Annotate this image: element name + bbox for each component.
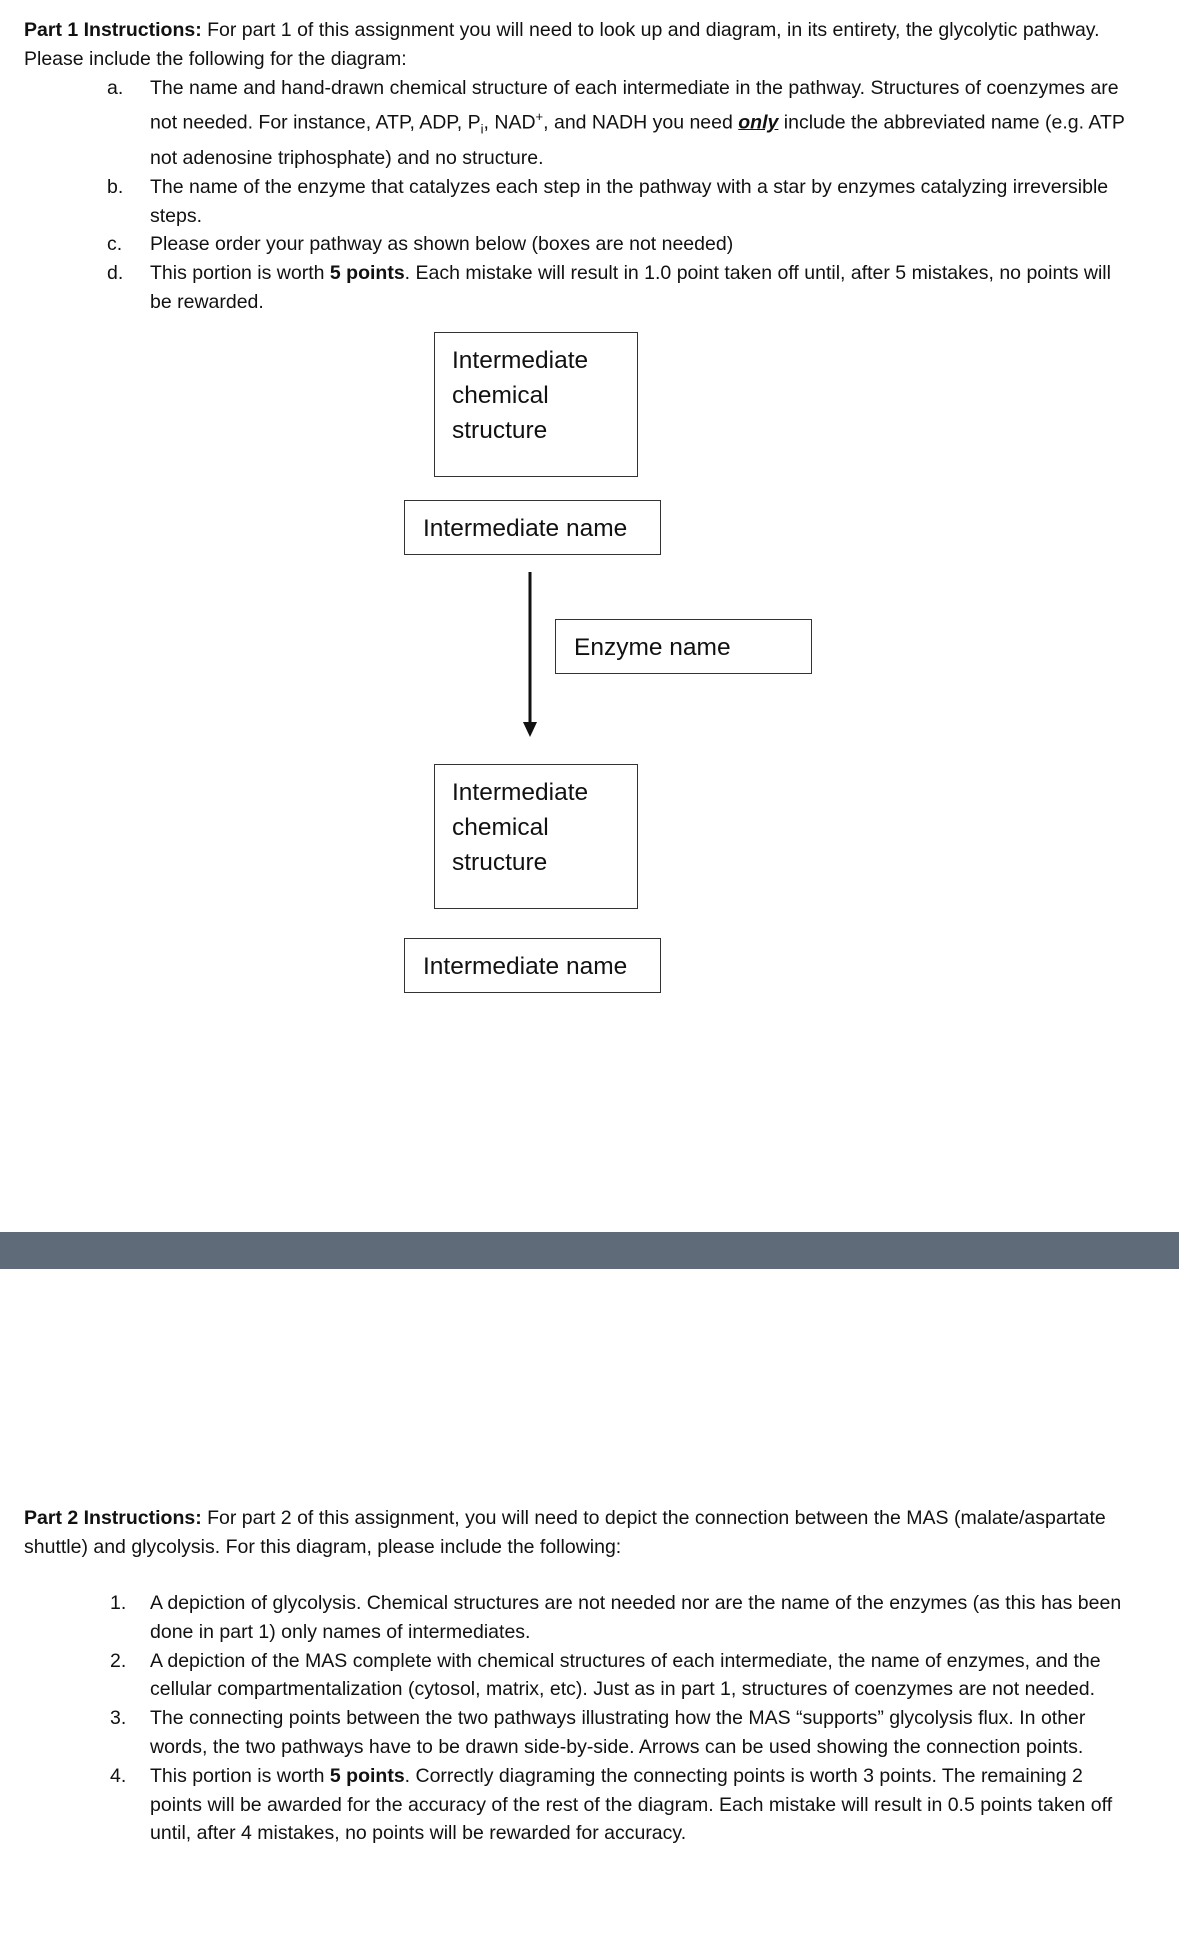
list-marker: 3. [110, 1707, 127, 1730]
item-text: , and NADH you need [543, 111, 739, 134]
enzyme-box [555, 619, 812, 674]
part1-item-d [0, 259, 1125, 317]
part1-list [0, 74, 1179, 317]
item-text: include the abbreviated name (e.g. ATP not adenosine triphosphate) and no structure. [150, 111, 1125, 169]
down-arrow-icon [520, 572, 540, 738]
item-text: A depiction of glycolysis. Chemical structures are not needed nor are the name of the enzymes (as this has been done in part 1) only names of intermediates. [150, 1592, 1122, 1643]
name-box-text: Intermediate name [423, 953, 628, 980]
item-text: . Each mistake will result in 1.0 point taken off until, after 5 mistakes, no points will be rewarded. [150, 262, 1111, 313]
list-marker: 2. [110, 1649, 127, 1672]
part1-item-b [0, 173, 1125, 231]
list-marker: 1. [110, 1592, 127, 1614]
part2-intro [24, 1504, 1144, 1562]
part1-item-c [0, 230, 1125, 259]
part1-intro [24, 16, 1144, 74]
structure-line: structure [452, 417, 548, 444]
list-marker: 4. [110, 1764, 127, 1787]
structure-line: Intermediate [452, 779, 589, 806]
part2-item-2 [0, 1647, 1125, 1705]
list-marker: c. [107, 233, 123, 256]
item-text: The connecting points between the two pathways illustrating how the MAS “supports” glycolysis flux. In other words, the two pathways have to be drawn side-by-side. Arrows can be used showing the connection points. [150, 1707, 1086, 1758]
part1-item-a [0, 74, 1125, 173]
item-text: A depiction of the MAS complete with chemical structures of each intermediate, the name of enzymes, and the cellular compartmentalization (cytosol, matrix, etc). Just as in part 1, structures of coenzymes are not needed. [150, 1649, 1101, 1701]
item-text: The name of the enzyme that catalyzes each step in the pathway with a star by enzymes catalyzing irreversible steps. [150, 175, 1109, 227]
part2-list [0, 1589, 1179, 1848]
part2-heading: Part 2 Instructions: [24, 1507, 202, 1529]
structure-line: Intermediate [452, 347, 589, 374]
list-marker: d. [107, 262, 124, 285]
part1-intro-text: For part 1 of this assignment you will need to look up and diagram, in its entirety, the glycolytic pathway. Please include the following for the diagram: [24, 19, 1100, 70]
part2-item-3 [0, 1704, 1125, 1762]
name-box-top [404, 500, 661, 555]
points-bold: 5 points [329, 262, 405, 285]
item-text: The name and hand-drawn chemical structure of each intermediate in the pathway. Structures of coenzymes are not needed. For instance, ATP, ADP, P [150, 77, 1119, 134]
list-marker: a. [107, 77, 124, 99]
structure-line: chemical [452, 382, 549, 409]
superscript: + [535, 108, 544, 124]
points-bold: 5 points [329, 1764, 405, 1787]
item-text: This portion is worth [150, 1764, 330, 1787]
emphasis-only: only [738, 111, 779, 134]
arrow-head [523, 722, 537, 737]
part2-intro-text: For part 2 of this assignment, you will need to depict the connection between the MAS (malate/aspartate shuttle) and glycolysis. For this diagram, please include the following: [24, 1507, 1106, 1558]
structure-line: chemical [452, 814, 549, 841]
item-text: Please order your pathway as shown below (boxes are not needed) [150, 233, 734, 256]
enzyme-box-text: Enzyme name [574, 634, 731, 661]
item-text: This portion is worth [150, 262, 330, 285]
name-box-text: Intermediate name [423, 515, 628, 542]
list-marker: b. [107, 175, 124, 198]
section-divider [0, 1232, 1179, 1269]
part2-item-4 [0, 1762, 1125, 1848]
part1-heading: Part 1 Instructions: [24, 19, 202, 41]
item-text: . Correctly diagraming the connecting points is worth 3 points. The remaining 2 points will be awarded for the accuracy of the rest of the diagram. Each mistake will result in 0.5 points taken off until, after 4 mistakes, no points will be rewarded for accuracy. [150, 1764, 1113, 1845]
structure-line: structure [452, 849, 548, 876]
subscript: i [480, 121, 484, 137]
structure-box-bottom [434, 764, 638, 909]
name-box-bottom [404, 938, 661, 993]
part2-item-1 [0, 1589, 1125, 1647]
structure-box-top [434, 332, 638, 477]
item-text: , NAD [483, 111, 536, 134]
